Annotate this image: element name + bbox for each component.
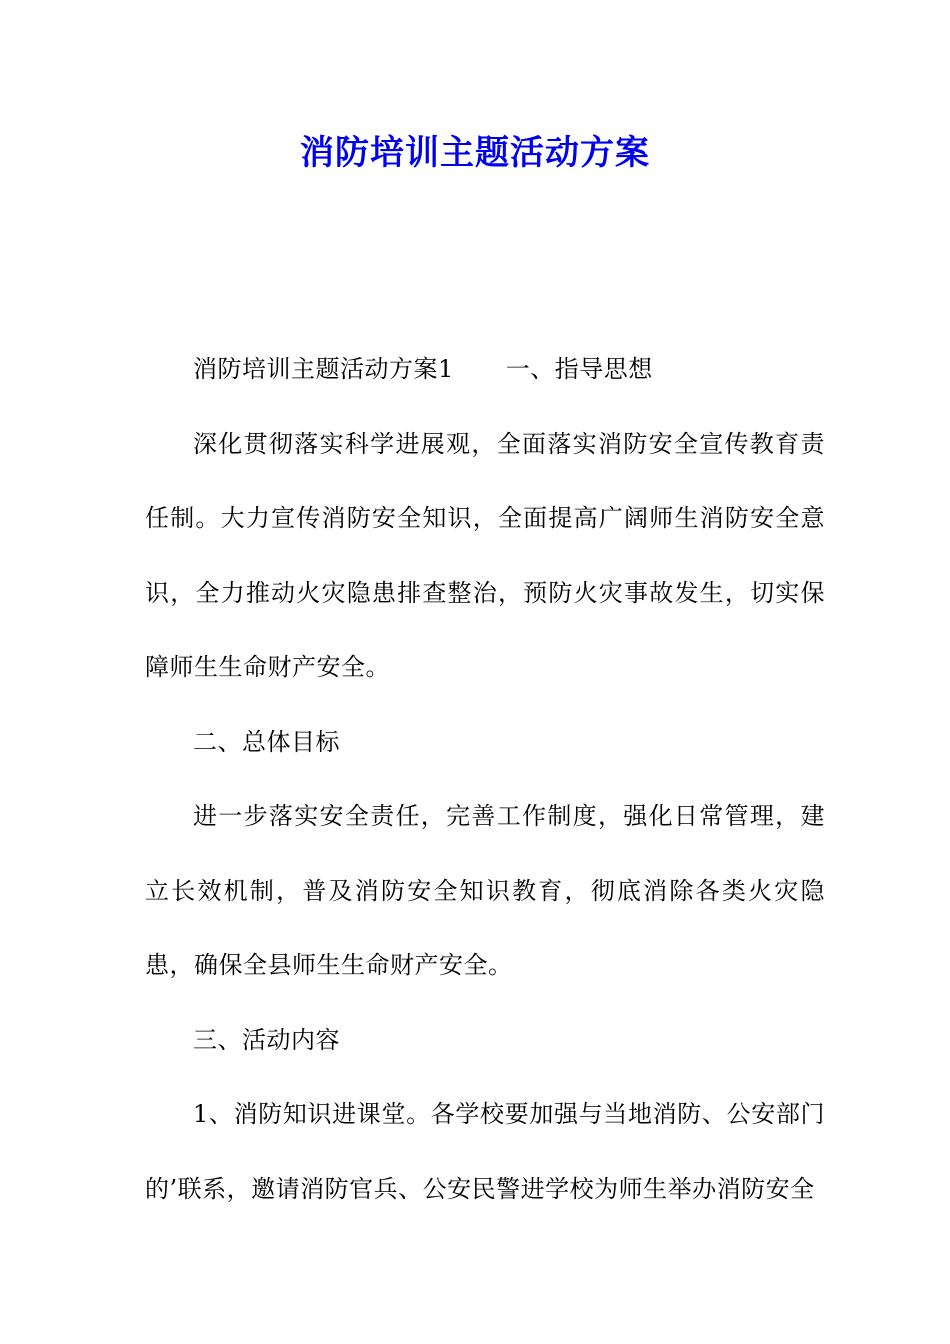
document-body (145, 332, 825, 1226)
section3-heading: 三、活动内容 (193, 1025, 340, 1054)
intro-label: 消防培训主题活动方案1 (193, 355, 454, 383)
intro-line (145, 332, 825, 407)
section2-paragraph: 进一步落实安全责任，完善工作制度，强化日常管理，建立长效机制，普及消防安全知识教育，彻底消除各类火灾隐患，确保全县师生生命财产安全。 (145, 802, 825, 979)
document-title: 消防培训主题活动方案 (300, 133, 650, 173)
section2-heading: 二、总体目标 (193, 727, 340, 756)
item1-paragraph: 1、消防知识进课堂。各学校要加强与当地消防、公安部门的’联系，邀请消防官兵、公安民警进学校为师生举办消防安全 (145, 1100, 825, 1203)
section1-heading: 一、指导思想 (505, 355, 653, 383)
section1-paragraph: 深化贯彻落实科学进展观，全面落实消防安全宣传教育责任制。大力宣传消防安全知识，全面提高广阔师生消防安全意识，全力推动火灾隐患排查整治，预防火灾事故发生，切实保障师生生命财产安全。 (145, 429, 825, 681)
